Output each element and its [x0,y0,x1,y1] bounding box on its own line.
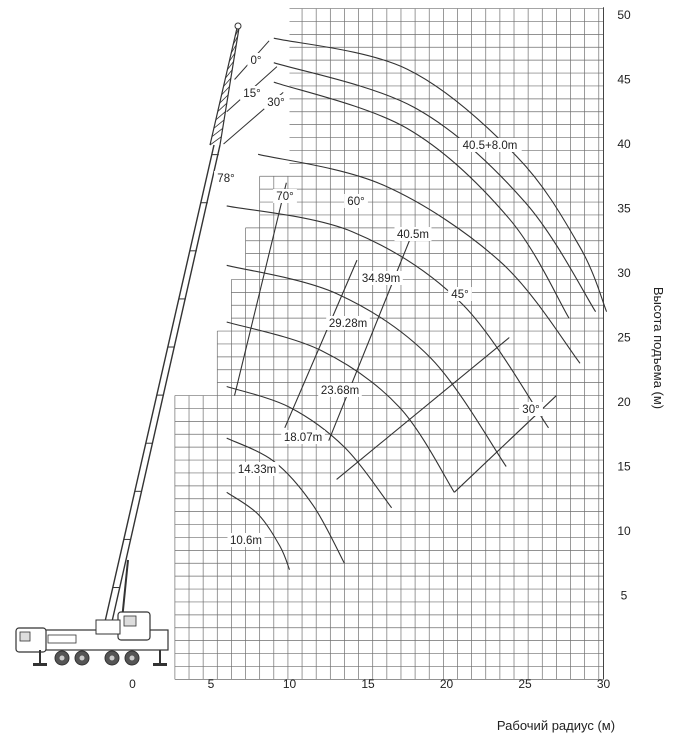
wheel-hub [80,656,85,661]
x-tick-label: 10 [282,677,297,691]
body-panel [48,635,76,643]
y-tick-label: 50 [617,8,631,22]
y-tick-label: 20 [617,395,631,409]
curve-label-text: 29.28m [328,318,368,330]
curve-label [326,316,370,330]
jib-tip-sheave [235,23,241,29]
curve-label [214,171,238,185]
x-tick-label: 0 [129,677,136,691]
crane-illustration [16,23,241,666]
y-tick-label: 30 [617,266,631,280]
curve-label-text: 30° [267,97,285,109]
curve-label [519,402,543,416]
curve-label [359,271,403,285]
curve-label [344,194,368,208]
curve-label-text: 30° [522,404,540,416]
y-tick-label: 25 [617,330,631,345]
curve-label-text: 34.89m [361,273,401,285]
curve-label-text: 0° [250,55,262,67]
boom-line [104,145,214,626]
axis-ticks [129,8,631,691]
x-tick-label: 20 [439,677,454,691]
curve-label-text: 18.07m [283,432,323,444]
boom-line [111,145,220,626]
y-axis-title: Высота подъема (м) [651,286,666,410]
wheel-hub [130,656,135,661]
x-axis-title: Рабочий радиус (м) [496,718,616,733]
angle-line [329,234,412,440]
curve-label-text: 40.5+8.0m [462,140,518,152]
turntable [96,620,120,634]
curve-label [247,53,264,67]
curve-label-text: 23.68m [320,385,360,397]
curve-label [395,227,432,241]
y-tick-label: 10 [617,524,631,538]
curve-label [235,462,279,476]
cab-window [20,632,30,641]
curve-label [281,430,325,444]
curve-label-text: 78° [217,173,235,185]
y-tick-label: 35 [617,201,631,216]
curve-label [273,189,297,203]
curve-label-text: 14.33m [237,464,277,476]
y-tick-label: 5 [620,588,628,603]
wheel-hub [110,656,115,661]
x-tick-label: 30 [596,677,611,691]
curve-label-text: 40.5m [397,229,429,241]
outrigger-pad [153,663,167,666]
curve-label [228,533,265,547]
curve-label [458,138,521,152]
curve-label [448,287,472,301]
curve-label-text: 45° [451,289,469,301]
y-tick-label: 40 [617,137,631,151]
curve-label [240,86,264,100]
operator-window [124,616,136,626]
chart-grid [175,7,604,679]
jib-curve [274,63,596,312]
jib-curve [274,82,569,318]
outrigger-pad [33,663,47,666]
curve-label-text: 10.6m [230,535,262,547]
y-tick-label: 45 [617,72,631,87]
curve-label [264,95,288,109]
x-tick-label: 15 [361,677,375,691]
curve-label-text: 70° [276,191,294,203]
boom-curve [227,492,290,569]
curve-label-text: 60° [347,196,365,208]
curve-label-text: 15° [243,88,261,100]
curve-label [318,383,362,397]
x-tick-label: 25 [518,677,532,691]
wheel-hub [60,656,65,661]
boom-curve [258,154,580,363]
x-tick-label: 5 [207,677,215,691]
y-tick-label: 15 [617,459,631,474]
